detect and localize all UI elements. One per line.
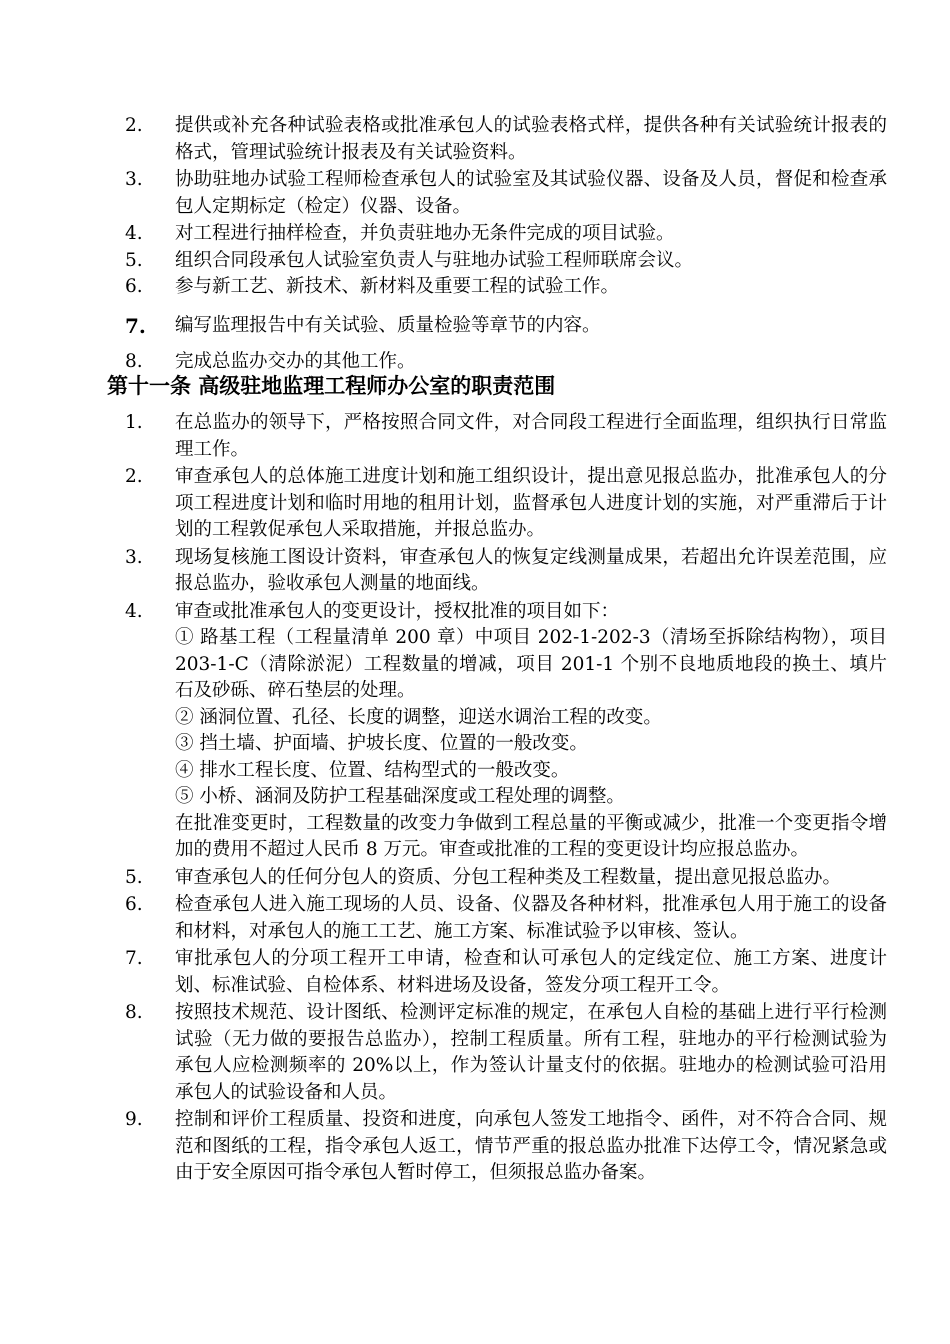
item-text: 组织合同段承包人试验室负责人与驻地办试验工程师联席会议。 [175,249,694,271]
sub-item: 在批准变更时，工程数量的改变力争做到工程总量的平衡或减少，批准一个变更指令增加的费用不超过人民币 8 万元。审查或批准的工程的变更设计均应报总监办。 [175,812,887,860]
list-item [0,1107,950,1187]
list-item [0,167,950,220]
list-item [0,410,950,463]
item-text: 对工程进行抽样检查，并负责驻地办无条件完成的项目试验。 [175,223,675,244]
item-number: 8. [125,351,143,372]
item-number: 6. [125,894,143,915]
item-number: 3. [125,169,143,190]
item-text: 按照技术规范、设计图纸、检测评定标准的规定，在承包人自检的基础上进行平行检测试验（无力做的要报告总监办），控制工程质量。所有工程，驻地办的平行检测试验为承包人应检测频率的 20%以上，作为签认计量支付的依据。驻地办的检测试验可沿用承包人的试验设备和人员。 [175,1002,887,1103]
item-number: 8. [125,1002,143,1023]
list-item [0,599,950,864]
item-text: 审查或批准承包人的变更设计，授权批准的项目如下： [175,600,620,622]
item-text: 在总监办的领导下，严格按照合同文件，对合同段工程进行全面监理，组织执行日常监理工作。 [175,412,887,460]
list-item [0,545,950,598]
item-number: 2. [125,466,143,487]
sub-item: ④ 排水工程长度、位置、结构型式的一般改变。 [175,759,570,781]
sub-item: ③ 挡土墙、护面墙、护坡长度、位置的一般改变。 [175,733,588,754]
item-text: 编写监理报告中有关试验、质量检验等章节的内容。 [175,314,601,336]
list-item [0,248,950,275]
item-number: 7. [125,313,146,338]
item-number: 1. [125,412,143,433]
sub-item: ⑤ 小桥、涵洞及防护工程基础深度或工程处理的调整。 [175,786,625,807]
item-number: 5. [125,249,143,271]
item-text: 现场复核施工图设计资料，审查承包人的恢复定线测量成果，若超出允许误差范围，应报总监办，验收承包人测量的地面线。 [175,546,887,594]
item-number: 4. [125,600,143,622]
list-item [0,221,950,248]
item-number: 5. [125,866,143,888]
item-number: 6. [125,276,143,297]
sub-item: ② 涵洞位置、孔径、长度的调整，迎送水调治工程的改变。 [175,706,662,728]
item-body [175,599,887,864]
list-item [0,313,950,340]
list-item [0,946,950,999]
item-text: 审查承包人的总体施工进度计划和施工组织设计，提出意见报总监办，批准承包人的分项工程进度计划和临时用地的租用计划，监督承包人进度计划的实施，对严重滞后于计划的工程敦促承包人采取措施，并报总监办。 [175,466,887,540]
list-item [0,464,950,544]
list-item [0,113,950,166]
item-text: 审批承包人的分项工程开工申请，检查和认可承包人的定线定位、施工方案、进度计划、标准试验、自检体系、材料进场及设备，签发分项工程开工令。 [175,948,887,996]
list-item [0,1000,950,1106]
item-text: 检查承包人进入施工现场的人员、设备、仪器及各种材料，批准承包人用于施工的设备和材料，对承包人的施工工艺、施工方案、标准试验予以审核、签认。 [175,894,887,942]
item-text: 提供或补充各种试验表格或批准承包人的试验表格式样，提供各种有关试验统计报表的格式，管理试验统计报表及有关试验资料。 [175,115,887,163]
list-item [0,892,950,945]
section-a-list [0,113,950,376]
item-text: 协助驻地办试验工程师检查承包人的试验室及其试验仪器、设备及人员，督促和检查承包人定期标定（检定）仪器、设备。 [175,169,887,217]
item-number: 3. [125,546,143,568]
item-number: 4. [125,223,143,244]
item-text: 参与新工艺、新技术、新材料及重要工程的试验工作。 [175,276,620,297]
item-number: 7. [125,948,143,969]
list-item [0,274,950,301]
item-text: 控制和评价工程质量、投资和进度，向承包人签发工地指令、函件，对不符合合同、规范和图纸的工程，指令承包人返工，情节严重的报总监办批准下达停工令，情况紧急或由于安全原因可指令承包人暂时停工，但须报总监办备案。 [175,1109,887,1183]
sub-item: ① 路基工程（工程量清单 200 章）中项目 202-1-202-3（清场至拆除结构物），项目 203-1-C（清除淤泥）工程数量的增减，项目 201-1 个别不良地质地段的换土、填片石及砂砾、碎石垫层的处理。 [175,627,887,701]
list-item [0,865,950,892]
section-b-list [0,410,950,1187]
section-heading: 第十一条 高级驻地监理工程师办公室的职责范围 [107,373,556,398]
item-number: 9. [125,1109,143,1130]
item-number: 2. [125,115,143,136]
item-text: 审查承包人的任何分包人的资质、分包工程种类及工程数量，提出意见报总监办。 [175,866,842,888]
item-text: 完成总监办交办的其他工作。 [175,351,416,372]
